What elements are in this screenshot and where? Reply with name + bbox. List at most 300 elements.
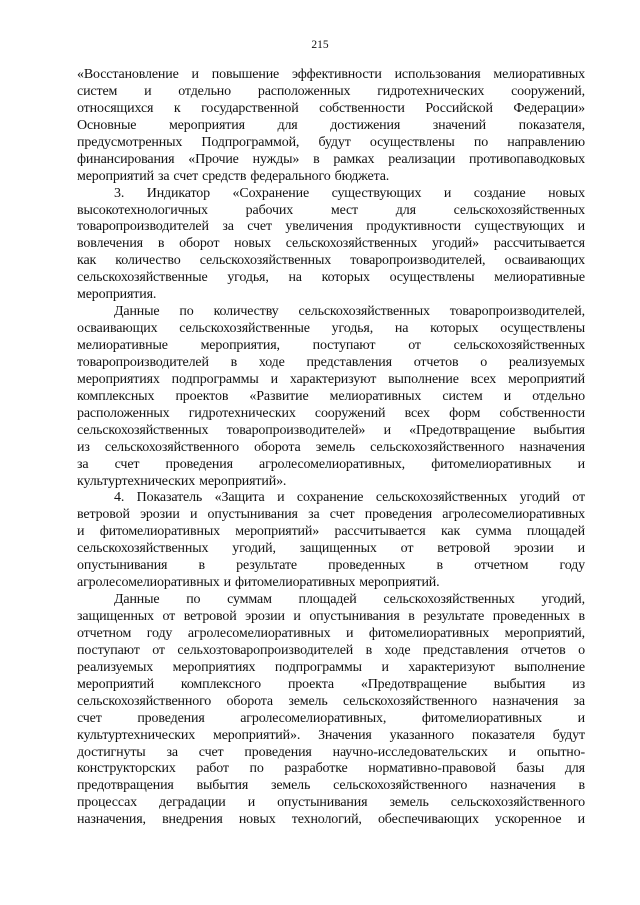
text-word: «Предотвращение <box>409 422 516 438</box>
text-word: предотвращения <box>77 778 174 794</box>
text-word: относящихся <box>77 100 154 116</box>
text-word: агролесомелиоративных <box>187 625 331 641</box>
text-word: сумма <box>475 524 512 540</box>
text-word: существующих <box>331 185 422 201</box>
text-word: «Прочие <box>188 151 239 167</box>
text-word: «Сохранение <box>232 185 310 201</box>
text-word: мероприятия, <box>200 338 280 353</box>
text-word: противопаводковых <box>469 151 585 167</box>
text-word: мероприятий» <box>235 524 320 540</box>
text-word: отдельно <box>178 83 231 99</box>
text-word: будут <box>318 134 351 150</box>
text-word: 4. <box>114 490 125 506</box>
text-word: фитомелиоративных <box>431 456 552 472</box>
text-word: и <box>77 524 85 540</box>
text-word: агролесомелиоративных <box>77 575 220 591</box>
text-word: земель <box>389 795 429 811</box>
text-word: мелиоративных <box>329 388 422 404</box>
text-word: указанного <box>389 727 455 743</box>
text-word: осваивающих <box>77 321 158 337</box>
text-word: мероприятия <box>168 117 245 133</box>
text-word: товаропроизводителей, <box>449 304 585 320</box>
text-word: ускоренное <box>495 812 562 828</box>
text-word: поступают <box>312 338 376 353</box>
text-line <box>77 558 585 575</box>
text-word: и <box>381 659 389 675</box>
text-word: опустынивания <box>309 609 400 624</box>
text-word: отчетном <box>474 558 529 574</box>
text-word: средств <box>202 168 247 184</box>
text-word: счет <box>247 219 272 235</box>
text-word: сооружений <box>314 405 386 421</box>
text-word: научно-исследовательских <box>332 744 488 760</box>
text-word: повышение <box>211 67 280 82</box>
text-word: из <box>77 439 90 455</box>
text-line <box>77 423 585 440</box>
text-line <box>77 440 585 457</box>
text-word: собственности <box>319 100 405 116</box>
text-word: осуществлены <box>389 270 475 286</box>
text-word: и <box>346 625 354 641</box>
text-word: фитомелиоративных <box>368 625 490 641</box>
text-word: федерального <box>250 168 331 184</box>
text-word: бюджета. <box>334 168 390 184</box>
text-word: угодий, <box>232 541 276 557</box>
text-word: назначения <box>490 778 556 794</box>
text-line <box>77 203 585 220</box>
text-word: назначения, <box>77 812 146 828</box>
text-word: земель <box>288 693 328 709</box>
text-word: комплексного <box>180 676 262 692</box>
text-word: существующих <box>474 219 565 235</box>
text-word: от <box>152 642 165 658</box>
text-line <box>77 338 585 355</box>
text-word: как <box>77 253 97 269</box>
text-word: осваивающих <box>504 253 585 269</box>
text-word: и <box>508 744 516 760</box>
text-word: счет <box>198 744 224 760</box>
text-word: опытно- <box>536 744 585 760</box>
text-word: эрозии <box>245 609 285 624</box>
text-word: мероприятий <box>77 168 154 184</box>
text-word: по <box>186 592 201 608</box>
text-word: сельскохозяйственного <box>333 778 468 794</box>
text-word: комплексных <box>77 388 155 404</box>
text-word: за <box>157 168 170 184</box>
text-word: отчетном <box>77 625 132 641</box>
text-word: товаропроизводителей» <box>226 422 366 438</box>
text-word: технологий, <box>291 812 362 828</box>
text-word: по <box>179 304 194 320</box>
text-word: угодий» <box>431 236 479 252</box>
text-word: Данные <box>114 304 160 320</box>
text-word: сельхозтоваропроизводителей <box>177 642 354 658</box>
text-line <box>77 541 585 558</box>
text-word: агролесомелиоративных <box>442 507 585 523</box>
text-word: в <box>157 236 165 252</box>
text-word: и <box>223 575 231 591</box>
text-word: «Развитие <box>249 388 309 404</box>
text-word: на <box>394 321 409 337</box>
text-line <box>77 389 585 406</box>
text-line <box>77 118 585 135</box>
text-word: Подпрограммой, <box>201 134 300 150</box>
text-word: защищенных <box>299 541 377 557</box>
text-word: и <box>270 371 278 387</box>
text-word: в <box>408 609 415 624</box>
text-word: «Восстановление <box>77 67 179 82</box>
text-word: от <box>572 490 585 506</box>
text-word: направлению <box>507 134 585 150</box>
text-line <box>77 660 585 677</box>
text-word: проведенных <box>328 558 406 574</box>
text-line <box>77 372 585 389</box>
text-word: мероприятиях <box>77 371 160 387</box>
text-word: сельскохозяйственных <box>298 304 430 320</box>
text-word: мелиоративные <box>77 338 168 353</box>
text-word: сельскохозяйственные <box>179 321 310 337</box>
text-word: внедрения <box>162 812 223 828</box>
text-line <box>77 321 585 338</box>
text-word: показателя, <box>518 117 585 133</box>
text-word: товаропроизводителей <box>77 354 209 370</box>
text-word: сельскохозяйственных <box>285 236 418 252</box>
text-word: выбытия <box>533 422 585 438</box>
text-line <box>77 67 585 84</box>
text-word: рассчитывается <box>493 236 585 252</box>
text-word: товаропроизводителей <box>77 219 209 235</box>
text-word: сохранение <box>296 490 364 506</box>
text-word: о <box>480 354 488 370</box>
text-word: защищенных <box>77 609 154 624</box>
text-word: и <box>247 795 256 811</box>
text-word: проведения <box>165 456 233 472</box>
text-word: поступают <box>77 642 140 658</box>
text-word: от <box>408 338 421 353</box>
text-line <box>77 355 585 372</box>
text-word: сооружений, <box>511 83 585 99</box>
text-line <box>77 253 585 270</box>
text-word: в <box>578 778 585 794</box>
text-word: угодий, <box>541 592 585 608</box>
text-word: ходе <box>384 642 411 658</box>
text-word: и <box>191 67 199 82</box>
text-word: Показатель <box>136 490 203 506</box>
text-word: эффективности <box>291 67 382 82</box>
text-line <box>77 711 585 728</box>
text-word: Значения <box>318 727 372 743</box>
text-line <box>77 761 585 778</box>
text-word: и <box>577 812 585 828</box>
text-line <box>77 592 585 609</box>
text-word: счет <box>329 507 355 523</box>
text-word: выбытия <box>196 778 249 794</box>
text-word: расположенных <box>257 83 351 99</box>
text-word: ветровой <box>437 541 491 557</box>
text-word: по <box>249 761 264 777</box>
body-text <box>77 67 585 829</box>
text-word: за <box>222 219 234 235</box>
text-line <box>77 677 585 694</box>
text-word: на <box>288 270 302 286</box>
text-word: мелиоративные <box>494 270 585 286</box>
text-word: рабочих <box>245 202 294 218</box>
text-word: от <box>400 541 414 557</box>
text-line <box>77 575 585 592</box>
text-word: результате <box>423 609 485 624</box>
text-word: отчетов <box>520 642 566 658</box>
text-word: и <box>577 710 585 726</box>
text-word: Федерации» <box>513 100 585 116</box>
text-word: к <box>173 100 181 116</box>
text-word: сельскохозяйственных <box>383 592 515 608</box>
text-word: проведения <box>244 744 312 760</box>
text-word: мероприятий». <box>213 727 301 743</box>
text-word: «Предотвращение <box>360 676 467 692</box>
text-word: гидротехнических <box>377 83 485 99</box>
text-word: для <box>395 202 416 218</box>
text-word: сельскохозяйственного <box>104 439 240 455</box>
text-word: от <box>162 609 176 624</box>
text-line <box>77 304 585 321</box>
text-word: за <box>573 693 585 709</box>
text-word: в <box>313 151 320 167</box>
text-word: счет <box>77 710 102 726</box>
text-word: деградации <box>159 795 226 811</box>
text-word: работ <box>196 761 229 777</box>
text-word: гидротехнических <box>188 405 296 421</box>
text-word: из <box>572 676 585 692</box>
text-word: выбытия <box>493 676 546 692</box>
text-word: отдельно <box>532 388 585 404</box>
text-word: и <box>503 388 512 404</box>
text-line <box>77 152 585 169</box>
text-word: и <box>189 507 198 523</box>
text-word: проекта <box>287 676 334 692</box>
text-word: фитомелиоративных <box>421 710 543 726</box>
text-word: сельскохозяйственных <box>199 253 332 269</box>
text-word: земель <box>315 439 355 455</box>
text-line <box>77 474 585 491</box>
text-word: базы <box>516 761 545 777</box>
text-word: осуществлены <box>369 134 455 150</box>
text-word: и <box>577 541 585 557</box>
text-word: и <box>144 83 152 99</box>
text-word: сельскохозяйственных <box>453 202 585 218</box>
text-line <box>77 457 585 474</box>
text-word: мероприятий <box>507 371 585 387</box>
text-word: значений <box>432 117 487 133</box>
text-word: угодья, <box>331 321 374 337</box>
text-word: назначения <box>519 439 585 455</box>
text-word: земель <box>270 778 311 794</box>
text-word: собственности <box>499 405 585 421</box>
text-word: подпрограммы <box>274 659 362 675</box>
text-word: систем <box>442 388 483 404</box>
text-word: проведения <box>137 710 205 726</box>
text-word: и <box>577 219 585 235</box>
text-word: агролесомелиоративных, <box>259 456 406 472</box>
text-word: сельскохозяйственного <box>450 795 585 811</box>
text-word: опустынивания <box>77 558 168 574</box>
text-word: в <box>436 558 443 574</box>
text-word: создание <box>473 185 526 201</box>
text-line <box>77 728 585 745</box>
text-word: суммам <box>227 592 272 608</box>
text-word: характеризуют <box>289 371 377 387</box>
text-word: для <box>564 761 585 777</box>
text-word: вовлечения <box>77 236 143 252</box>
text-word: и <box>277 490 285 506</box>
text-word: подпрограммы <box>171 371 259 387</box>
text-line <box>77 287 585 304</box>
page-number: 215 <box>311 39 329 51</box>
text-line <box>77 186 585 203</box>
text-word: проведения <box>364 507 433 523</box>
text-word: характеризуют <box>408 659 495 675</box>
text-word: форм <box>449 405 481 421</box>
text-line <box>77 507 585 524</box>
text-word: сельскохозяйственные <box>77 270 208 286</box>
text-word: всех <box>470 371 497 387</box>
text-word: продуктивности <box>366 219 461 235</box>
text-word: представления <box>306 354 392 370</box>
text-word: угодья, <box>227 270 269 286</box>
text-word: Индикатор <box>146 185 210 201</box>
text-word: представления <box>422 642 509 658</box>
text-word: счет <box>114 456 140 472</box>
text-word: сельскохозяйственных <box>77 541 209 557</box>
text-word: систем <box>77 83 118 99</box>
text-word: нужды» <box>252 151 300 167</box>
text-word: в <box>198 558 205 574</box>
text-word: мест <box>330 202 359 218</box>
text-word: для <box>277 117 298 133</box>
text-word: ветровой <box>77 507 130 523</box>
text-word: мероприятиях <box>172 659 256 675</box>
text-word: достигнуты <box>77 744 146 760</box>
text-line <box>77 135 585 152</box>
text-line <box>77 778 585 795</box>
text-word: агролесомелиоративных, <box>240 710 387 726</box>
text-word: осуществлены <box>500 321 585 337</box>
text-line <box>77 406 585 423</box>
text-word: мероприятия. <box>77 287 157 303</box>
text-word: мелиоративных <box>493 67 585 82</box>
text-word: будут <box>552 727 585 743</box>
text-word: новых <box>234 236 271 252</box>
text-word: фитомелиоративных <box>234 575 356 591</box>
text-word: процессах <box>77 795 138 811</box>
text-word: за <box>308 507 320 523</box>
text-word: конструкторских <box>77 761 176 777</box>
text-word: Российской <box>425 100 493 116</box>
text-word: которых <box>321 270 370 286</box>
text-word: счет <box>173 168 199 184</box>
text-word: рассчитывается <box>334 524 426 540</box>
text-word: новых <box>548 185 585 201</box>
text-word: реализуемых <box>508 354 585 370</box>
text-word: опустынивания <box>207 507 298 523</box>
text-line <box>77 609 585 626</box>
text-word: сельскохозяйственного <box>343 693 478 709</box>
text-word: нормативно-правовой <box>368 761 496 777</box>
text-line <box>77 101 585 118</box>
text-word: количество <box>115 253 181 269</box>
text-word: Данные <box>114 592 160 608</box>
text-word: сельскохозяйственного <box>370 439 505 455</box>
text-word: разработке <box>284 761 348 777</box>
text-line <box>77 812 585 829</box>
text-word: рамках <box>333 151 375 167</box>
text-word: всех <box>404 405 430 421</box>
text-word: эрозии <box>514 541 554 557</box>
text-word: реализуемых <box>77 659 154 675</box>
text-word: за <box>77 456 89 472</box>
text-word: и <box>293 609 301 624</box>
text-word: обеспечивающих <box>377 812 479 828</box>
text-word: Основные <box>77 117 137 133</box>
text-line <box>77 219 585 236</box>
text-word: ходе <box>258 354 285 370</box>
text-word: году <box>146 625 173 641</box>
text-word: которых <box>430 321 479 337</box>
text-word: оборота <box>226 693 273 709</box>
text-word: новых <box>238 812 276 828</box>
text-word: финансирования <box>77 151 175 167</box>
text-word: выполнение <box>514 659 585 675</box>
text-word: эрозии <box>140 507 180 523</box>
text-word: отчетов <box>413 354 459 370</box>
text-word: «Защита <box>214 490 265 506</box>
text-word: в <box>365 642 373 658</box>
text-word: сельскохозяйственных <box>375 490 508 506</box>
text-word: площадей <box>298 592 357 608</box>
text-word: угодий <box>519 490 560 506</box>
text-word: мероприятий». <box>199 473 287 489</box>
text-word: товаропроизводителей, <box>350 253 486 269</box>
text-word: фитомелиоративных <box>99 524 220 540</box>
text-word: в <box>578 609 585 624</box>
text-word: результате <box>236 558 297 574</box>
text-word: назначения <box>492 693 559 709</box>
text-word: расположенных <box>77 405 170 421</box>
text-word: сельскохозяйственных <box>77 422 209 438</box>
text-line <box>77 795 585 812</box>
text-word: площадей <box>526 524 585 540</box>
text-word: достижения <box>330 117 401 133</box>
text-line <box>77 524 585 541</box>
text-line <box>77 236 585 253</box>
text-line <box>77 490 585 507</box>
text-word: и <box>383 422 391 438</box>
text-word: увеличения <box>285 219 353 235</box>
text-word: культуртехнических <box>77 473 196 489</box>
text-word: оборот <box>179 236 220 252</box>
text-word: мероприятий <box>77 676 154 692</box>
text-word: реализации <box>388 151 456 167</box>
text-word: сельскохозяйственных <box>453 338 585 353</box>
text-word: ветровой <box>183 609 237 624</box>
text-word: выполнение <box>388 371 459 387</box>
text-word: проведенных <box>492 609 570 624</box>
text-word: оборота <box>254 439 301 455</box>
text-word: году <box>559 558 585 574</box>
text-word: опустынивания <box>277 795 368 811</box>
text-word: государственной <box>201 100 299 116</box>
text-word: и <box>577 456 585 472</box>
text-word: количеству <box>213 304 279 320</box>
